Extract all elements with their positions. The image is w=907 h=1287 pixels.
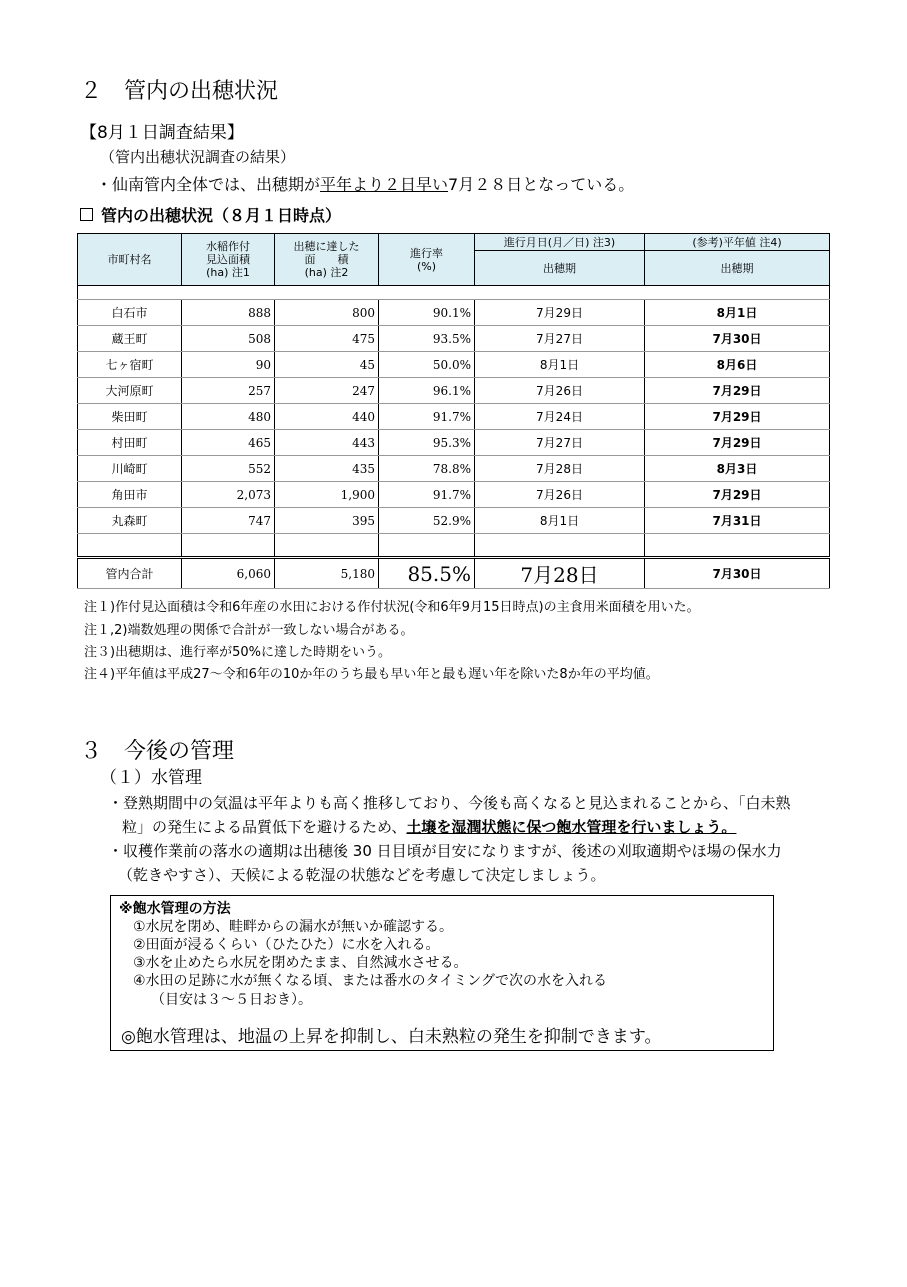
cell-rate: 95.3% — [379, 430, 475, 456]
table-row — [78, 300, 830, 326]
cell-headed-area: 1,900 — [275, 482, 379, 508]
cell-rate: 90.1% — [379, 300, 475, 326]
cell-rate: 78.8% — [379, 456, 475, 482]
cell-normal-date: 7月29日 — [645, 430, 830, 456]
header-municipality: 市町村名 — [78, 234, 182, 286]
table-row — [78, 482, 830, 508]
total-normal-date: 7月30日 — [645, 558, 830, 589]
blank-cell — [379, 534, 475, 558]
cell-heading-date: 7月24日 — [475, 404, 645, 430]
table-row — [78, 352, 830, 378]
blank-row — [78, 534, 830, 558]
box-step-3: ③水を止めたら水尻を閉めたまま、自然減水させる。 — [133, 955, 468, 971]
cell-normal-date: 8月6日 — [645, 352, 830, 378]
note-1: 注１)作付見込面積は令和6年産の水田における作付状況(令和6年9月15日時点)の主食用米面積を用いた。 — [84, 600, 700, 615]
cell-area: 465 — [182, 430, 275, 456]
blank-cell — [475, 534, 645, 558]
note-4: 注４)平年値は平成27～令和6年の10か年のうち最も早い年と最も遅い年を除いた8か年の平均値。 — [84, 667, 659, 682]
blank-cell — [645, 534, 830, 558]
cell-heading-date: 7月26日 — [475, 378, 645, 404]
section3-title: ３ 今後の管理 — [80, 739, 235, 764]
table-heading-text: 管内の出穂状況（８月１日時点） — [101, 206, 342, 225]
cell-heading-date: 7月28日 — [475, 456, 645, 482]
cell-heading-date: 8月1日 — [475, 352, 645, 378]
section3-subtitle: （１）水管理 — [100, 768, 202, 788]
survey-note: （管内出穂状況調査の結果） — [100, 148, 296, 166]
cell-normal-date: 7月29日 — [645, 378, 830, 404]
cell-area: 552 — [182, 456, 275, 482]
table-row — [78, 326, 830, 352]
heading-status-table — [77, 233, 830, 589]
cell-headed-area: 800 — [275, 300, 379, 326]
saturated-water-management-box — [110, 895, 774, 1051]
cell-headed-area: 247 — [275, 378, 379, 404]
cell-area: 508 — [182, 326, 275, 352]
box-title: ※飽水管理の方法 — [119, 901, 231, 917]
cell-municipality: 丸森町 — [78, 508, 182, 534]
table-row — [78, 508, 830, 534]
header-progress-group: 進行月日(月／日) 注3) — [475, 234, 645, 251]
checkbox-icon — [80, 208, 93, 221]
cell-rate: 50.0% — [379, 352, 475, 378]
cell-normal-date: 7月30日 — [645, 326, 830, 352]
table-row — [78, 378, 830, 404]
cell-normal-date: 8月3日 — [645, 456, 830, 482]
cell-area: 257 — [182, 378, 275, 404]
cell-headed-area: 435 — [275, 456, 379, 482]
cell-rate: 52.9% — [379, 508, 475, 534]
cell-headed-area: 475 — [275, 326, 379, 352]
cell-municipality: 蔵王町 — [78, 326, 182, 352]
survey-heading: 【8月１日調査結果】 — [80, 123, 244, 143]
summary-bullet — [96, 172, 634, 195]
cell-area: 2,073 — [182, 482, 275, 508]
cell-headed-area: 440 — [275, 404, 379, 430]
header-area: 水稲作付 見込面積 (ha) 注1 — [182, 234, 275, 286]
cell-heading-date: 7月26日 — [475, 482, 645, 508]
header-normal-group: (参考)平年値 注4) — [645, 234, 830, 251]
box-step-4: ④水田の足跡に水が無くなる頃、または番水のタイミングで次の水を入れる — [133, 973, 607, 989]
total-municipality: 管内合計 — [78, 558, 182, 589]
summary-suffix: 7月２８日となっている。 — [448, 175, 635, 194]
cell-rate: 91.7% — [379, 482, 475, 508]
cell-area: 747 — [182, 508, 275, 534]
section2-title: ２ 管内の出穂状況 — [80, 79, 279, 104]
blank-cell — [275, 534, 379, 558]
bullet1-line1: ・登熟期間中の気温は平年よりも高く推移しており、今後も高くなると見込まれることから、「白未熟 — [108, 794, 791, 812]
cell-rate: 96.1% — [379, 378, 475, 404]
header-rate: 進行率 (%) — [379, 234, 475, 286]
spacer-row — [78, 286, 830, 300]
note-3: 注３)出穂期は、進行率が50%に達した時期をいう。 — [84, 645, 391, 660]
total-rate: 85.5% — [379, 558, 475, 589]
cell-area: 90 — [182, 352, 275, 378]
box-step-1: ①水尻を閉め、畦畔からの漏水が無いか確認する。 — [133, 919, 453, 935]
note-2: 注１,2)端数処理の関係で合計が一致しない場合がある。 — [84, 623, 414, 638]
cell-municipality: 川崎町 — [78, 456, 182, 482]
total-row — [78, 558, 830, 589]
bullet1-plain: 粒」の発生による品質低下を避けるため、 — [122, 818, 407, 836]
summary-prefix: ・仙南管内全体では、出穂期が — [96, 175, 321, 194]
bullet2-line1: ・収穫作業前の落水の適期は出穂後 30 日目頃が目安になりますが、後述の刈取適期やほ場の保水力 — [108, 842, 782, 860]
cell-municipality: 柴田町 — [78, 404, 182, 430]
bullet2-line2: （乾きやすさ）、天候による乾湿の状態などを考慮して決定しましょう。 — [118, 866, 606, 884]
table-row — [78, 404, 830, 430]
cell-headed-area: 395 — [275, 508, 379, 534]
summary-underlined: 平年より２日早い — [320, 175, 449, 194]
cell-headed-area: 443 — [275, 430, 379, 456]
bullet1-line2 — [122, 816, 736, 837]
cell-area: 480 — [182, 404, 275, 430]
cell-rate: 91.7% — [379, 404, 475, 430]
cell-heading-date: 8月1日 — [475, 508, 645, 534]
cell-municipality: 大河原町 — [78, 378, 182, 404]
header-progress-col: 出穂期 — [475, 251, 645, 286]
blank-cell — [78, 534, 182, 558]
table-row — [78, 456, 830, 482]
cell-heading-date: 7月29日 — [475, 300, 645, 326]
cell-normal-date: 7月29日 — [645, 482, 830, 508]
header-headed-area: 出穂に達した 面 積 (ha) 注2 — [275, 234, 379, 286]
bullet1-emphasis: 土壌を湿潤状態に保つ飽水管理を行いましょう。 — [406, 818, 737, 836]
cell-normal-date: 7月29日 — [645, 404, 830, 430]
cell-municipality: 白石市 — [78, 300, 182, 326]
total-heading-date: 7月28日 — [475, 558, 645, 589]
cell-rate: 93.5% — [379, 326, 475, 352]
cell-municipality: 角田市 — [78, 482, 182, 508]
table-row — [78, 430, 830, 456]
box-step-2: ②田面が浸るくらい（ひたひた）に水を入れる。 — [133, 937, 440, 953]
cell-municipality: 村田町 — [78, 430, 182, 456]
cell-normal-date: 8月1日 — [645, 300, 830, 326]
box-step-4-note: （目安は３～５日おき）。 — [151, 992, 312, 1008]
header-normal-col: 出穂期 — [645, 251, 830, 286]
table-heading — [80, 203, 341, 226]
total-area: 6,060 — [182, 558, 275, 589]
blank-cell — [182, 534, 275, 558]
box-conclusion: ◎飽水管理は、地温の上昇を抑制し、白未熟粒の発生を抑制できます。 — [121, 1027, 662, 1047]
total-headed-area: 5,180 — [275, 558, 379, 589]
cell-municipality: 七ヶ宿町 — [78, 352, 182, 378]
cell-headed-area: 45 — [275, 352, 379, 378]
cell-heading-date: 7月27日 — [475, 326, 645, 352]
cell-area: 888 — [182, 300, 275, 326]
cell-heading-date: 7月27日 — [475, 430, 645, 456]
cell-normal-date: 7月31日 — [645, 508, 830, 534]
